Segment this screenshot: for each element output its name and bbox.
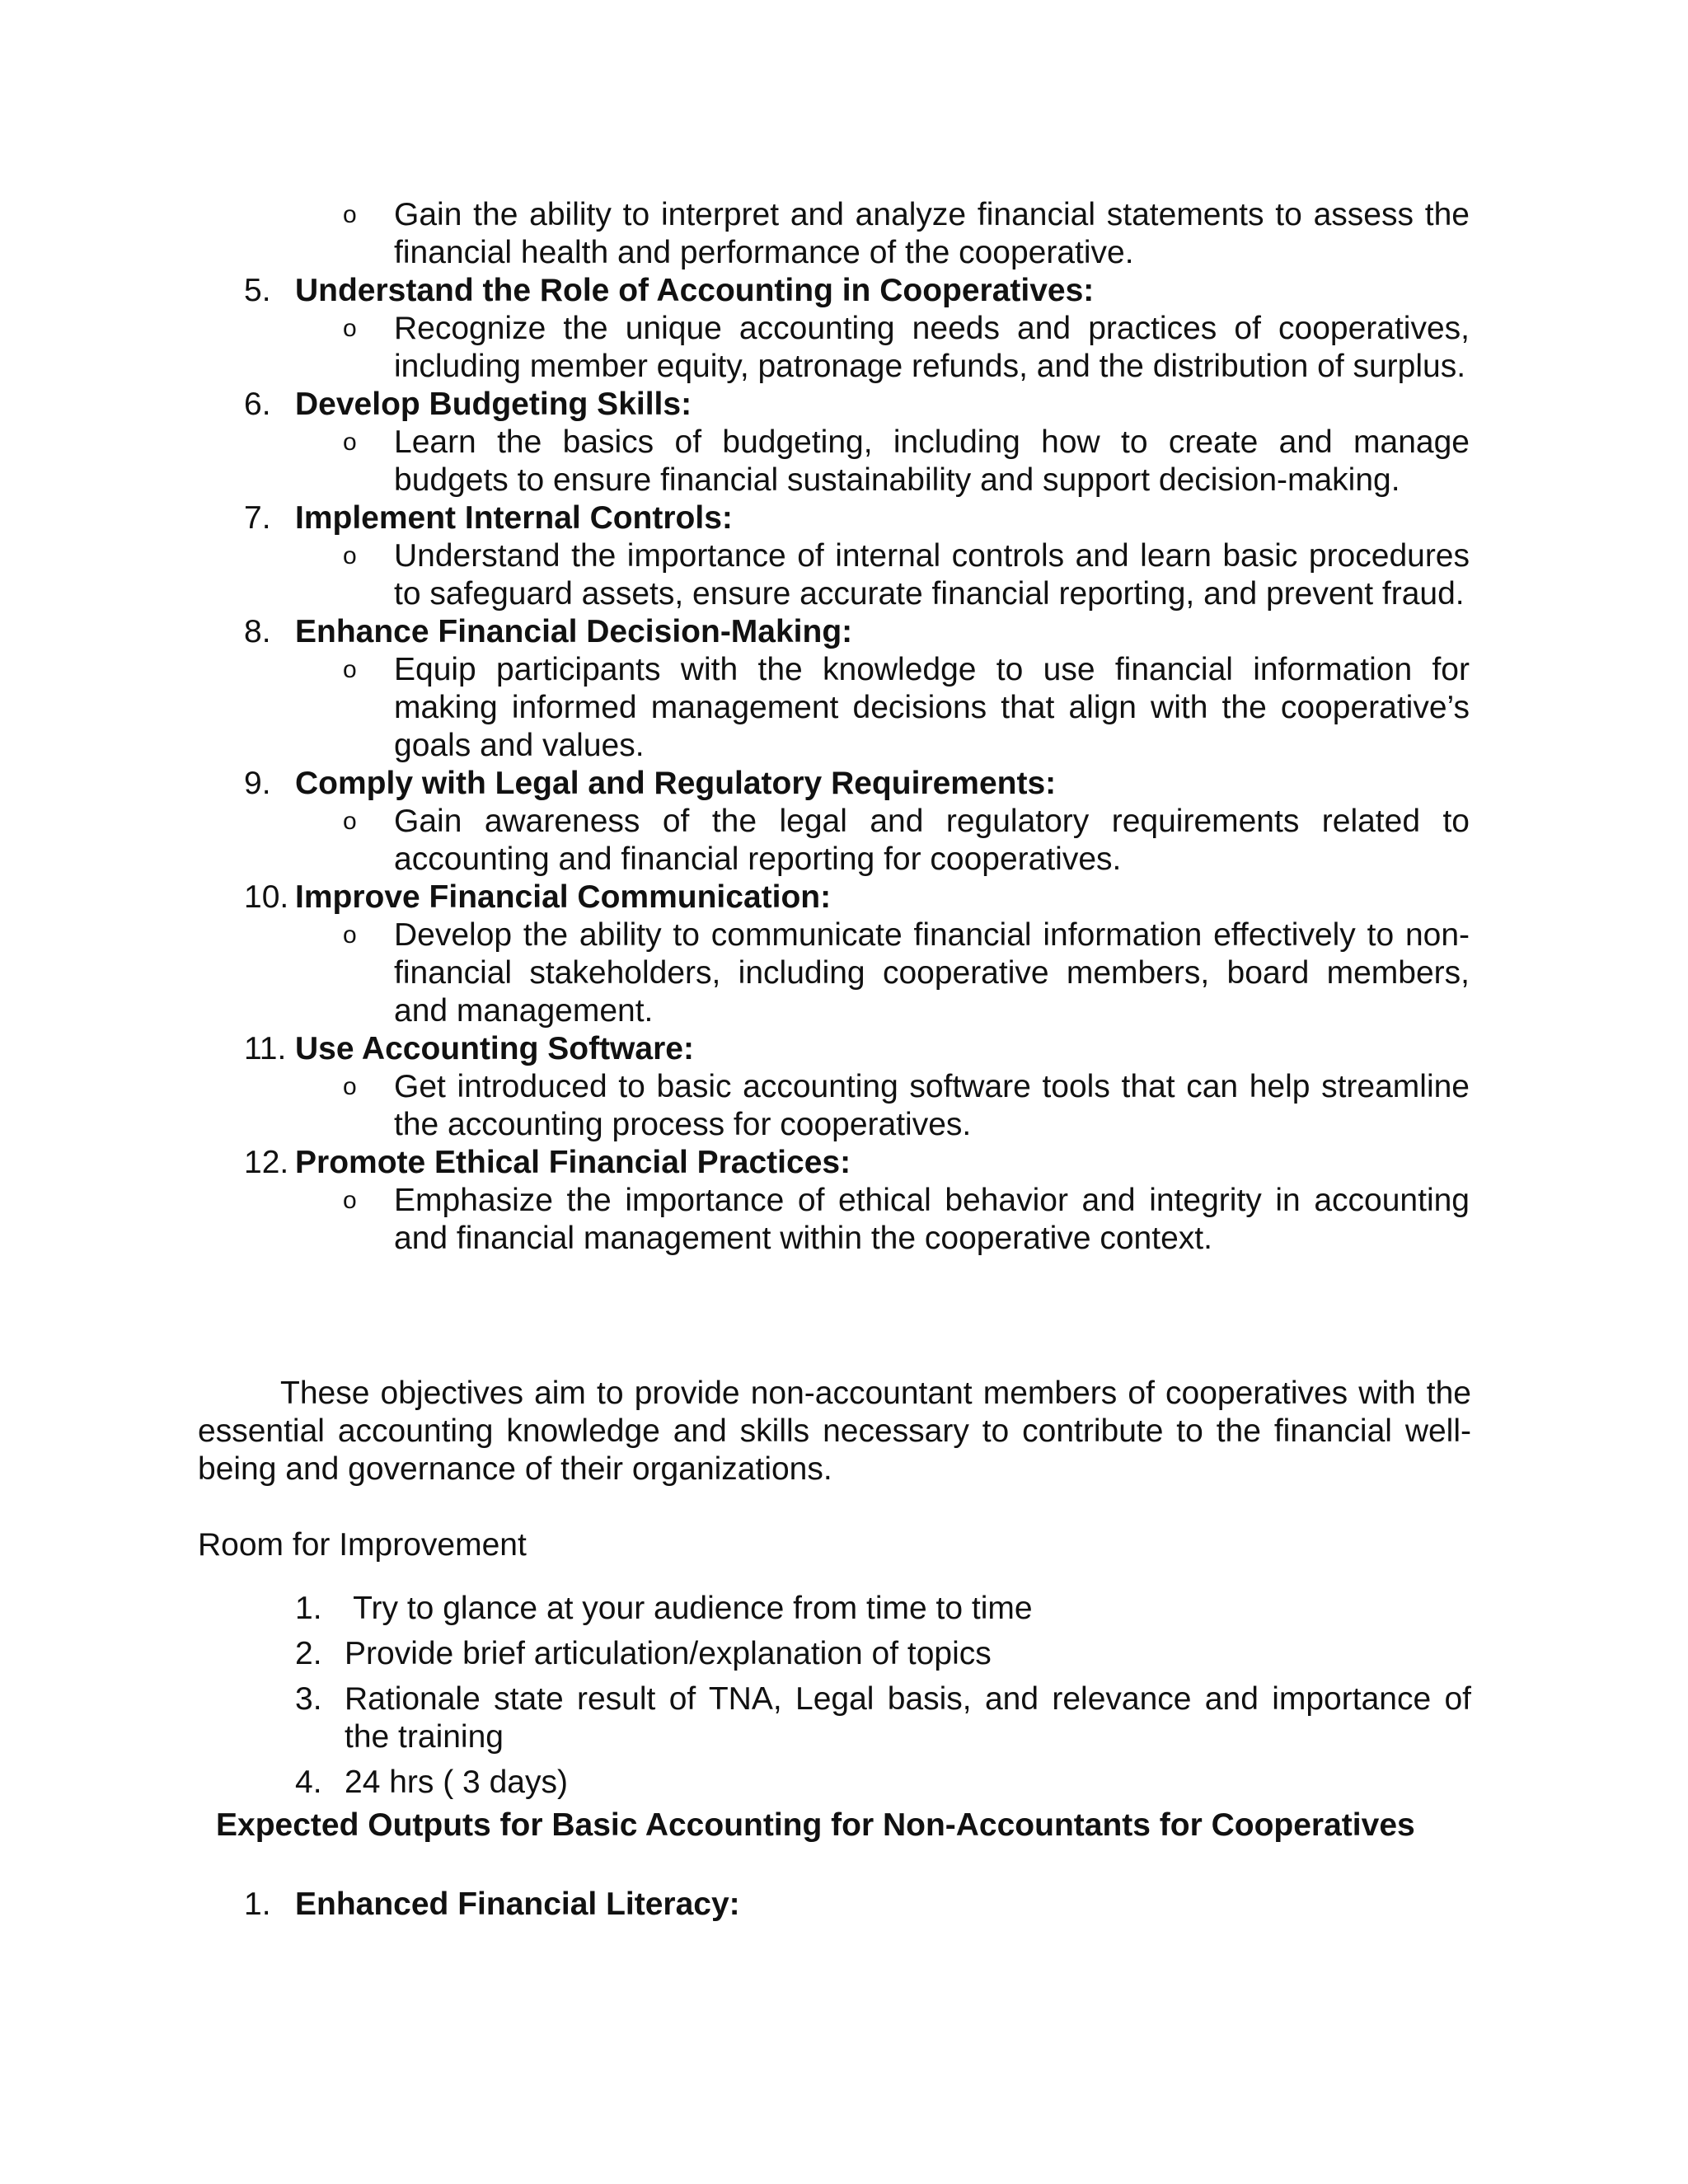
objective-number: 8. (244, 614, 271, 649)
list-item (0, 1590, 1471, 1628)
objective-title: Use Accounting Software: (295, 1031, 694, 1066)
circle-bullet-icon: o (343, 808, 357, 835)
objective-heading (0, 765, 1688, 803)
item-number: 4. (295, 1765, 322, 1800)
objective-heading (0, 386, 1688, 424)
circle-bullet-icon: o (343, 315, 357, 342)
bullet-text: Emphasize the importance of ethical behavior and integrity in accounting and financial management within the cooperative context. (394, 1183, 1470, 1256)
objective-title: Develop Budgeting Skills: (295, 387, 692, 422)
circle-bullet-icon: o (343, 1073, 357, 1100)
objective-title: Implement Internal Controls: (295, 500, 733, 536)
objective-heading (0, 613, 1688, 651)
item-number: 3. (295, 1681, 322, 1717)
objective-number: 5. (244, 273, 271, 308)
objective-bullet (0, 537, 1470, 613)
objective-number: 10. (244, 879, 289, 915)
bullet-text: Recognize the unique accounting needs and practices of cooperatives, including member equity, patronage refunds, and the distribution of surplus. (394, 311, 1470, 384)
objective-bullet (0, 196, 1470, 272)
objective-bullet (0, 651, 1470, 765)
objective-bullet (0, 1182, 1470, 1258)
objective-title: Comply with Legal and Regulatory Requirements: (295, 766, 1057, 801)
circle-bullet-icon: o (343, 201, 357, 228)
bullet-text: Equip participants with the knowledge to use financial information for making informed management decisions that align with the cooperative’s goals and values. (394, 652, 1470, 763)
list-item (0, 1764, 1471, 1802)
item-text: Rationale state result of TNA, Legal basis, and relevance and importance of the training (345, 1681, 1471, 1755)
item-text: Try to glance at your audience from time to time (345, 1591, 1033, 1626)
objective-number: 12. (244, 1145, 289, 1180)
objective-title: Improve Financial Communication: (295, 879, 832, 915)
bullet-text: Get introduced to basic accounting software tools that can help streamline the accounting process for cooperatives. (394, 1069, 1470, 1142)
objective-number: 9. (244, 766, 271, 801)
objectives-list (0, 196, 1688, 1258)
circle-bullet-icon: o (343, 656, 357, 683)
output-heading (0, 1886, 1688, 1924)
objective-bullet (0, 1068, 1470, 1144)
circle-bullet-icon: o (343, 1187, 357, 1214)
bullet-text: Develop the ability to communicate financial information effectively to non-financial stakeholders, including cooperative members, board members, and management. (394, 917, 1470, 1029)
objective-bullet (0, 916, 1470, 1030)
objective-heading (0, 1144, 1688, 1182)
item-text: 24 hrs ( 3 days) (345, 1765, 568, 1800)
objective-title: Promote Ethical Financial Practices: (295, 1145, 851, 1180)
list-item (0, 1635, 1471, 1673)
bullet-text: Gain awareness of the legal and regulatory requirements related to accounting and financial reporting for cooperatives. (394, 804, 1470, 877)
bullet-text: Understand the importance of internal controls and learn basic procedures to safeguard assets, ensure accurate financial reporting, and prevent fraud. (394, 538, 1470, 612)
objective-bullet (0, 310, 1470, 386)
item-text: Provide brief articulation/explanation of topics (345, 1636, 992, 1671)
objective-number: 6. (244, 387, 271, 422)
list-item (0, 1680, 1471, 1756)
expected-outputs-title: Expected Outputs for Basic Accounting for Non-Accountants for Cooperatives (216, 1807, 1415, 1843)
objective-heading (0, 1030, 1688, 1068)
objective-title: Enhance Financial Decision-Making: (295, 614, 853, 649)
output-number: 1. (244, 1886, 271, 1922)
bullet-text: Learn the basics of budgeting, including how to create and manage budgets to ensure financial sustainability and support decision-making. (394, 424, 1470, 498)
closing-paragraph: These objectives aim to provide non-accountant members of cooperatives with the essential accounting knowledge and skills necessary to contribute to the financial well-being and governance of their organizations. (198, 1376, 1471, 1487)
objective-bullet (0, 803, 1470, 879)
item-number: 2. (295, 1636, 322, 1671)
objective-number: 11. (244, 1031, 287, 1066)
circle-bullet-icon: o (343, 542, 357, 569)
circle-bullet-icon: o (343, 921, 357, 949)
objective-bullet (0, 424, 1470, 499)
circle-bullet-icon: o (343, 429, 357, 456)
objective-heading (0, 499, 1688, 537)
bullet-text: Gain the ability to interpret and analyze financial statements to assess the financial health and performance of the cooperative. (394, 197, 1470, 270)
objective-number: 7. (244, 500, 271, 536)
item-number: 1. (295, 1591, 322, 1626)
objective-heading (0, 879, 1688, 916)
output-title: Enhanced Financial Literacy: (295, 1886, 740, 1922)
expected-outputs-list (0, 1886, 1688, 1924)
objective-title: Understand the Role of Accounting in Cooperatives: (295, 273, 1095, 308)
objective-heading (0, 272, 1688, 310)
room-for-improvement-title: Room for Improvement (198, 1527, 527, 1563)
room-for-improvement-list (0, 1590, 1688, 1809)
